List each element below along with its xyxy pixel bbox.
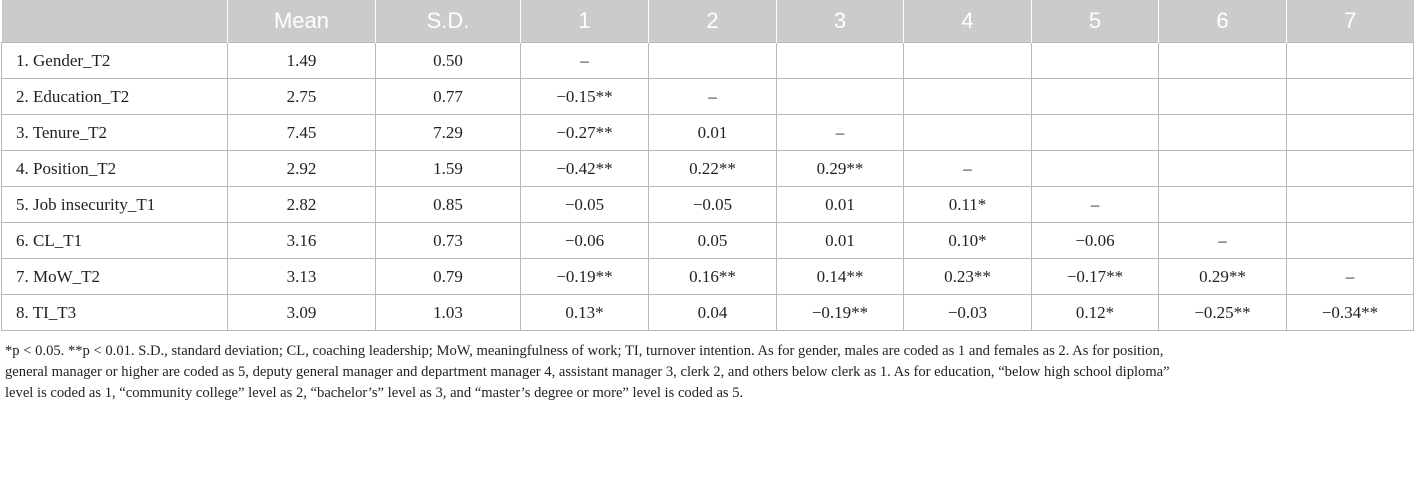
mean-cell: 2.92 [228, 151, 376, 187]
sd-cell: 1.59 [376, 151, 521, 187]
row-label: 8. TI_T3 [2, 295, 228, 331]
correlation-cell: −0.19** [521, 259, 649, 295]
header-cell-2: 2 [649, 0, 777, 43]
row-label: 5. Job insecurity_T1 [2, 187, 228, 223]
sd-cell: 0.77 [376, 79, 521, 115]
correlation-cell [1287, 79, 1414, 115]
table-row [2, 43, 1414, 79]
correlation-cell [1032, 115, 1159, 151]
table-row [2, 259, 1414, 295]
table-row [2, 79, 1414, 115]
correlation-cell: 0.13* [521, 295, 649, 331]
row-label: 7. MoW_T2 [2, 259, 228, 295]
correlation-cell [1159, 187, 1287, 223]
row-label: 1. Gender_T2 [2, 43, 228, 79]
correlation-cell [777, 79, 904, 115]
header-cell-variable [2, 0, 228, 43]
header-cell-5: 5 [1032, 0, 1159, 43]
correlation-cell: 0.04 [649, 295, 777, 331]
correlation-cell: 0.01 [777, 223, 904, 259]
correlation-cell: −0.27** [521, 115, 649, 151]
table-row [2, 295, 1414, 331]
correlation-cell: −0.42** [521, 151, 649, 187]
correlation-cell [1159, 43, 1287, 79]
row-label: 6. CL_T1 [2, 223, 228, 259]
sd-cell: 0.79 [376, 259, 521, 295]
correlation-cell [777, 43, 904, 79]
mean-cell: 2.75 [228, 79, 376, 115]
header-cell-7: 7 [1287, 0, 1414, 43]
correlation-cell [1032, 79, 1159, 115]
correlation-cell: −0.06 [521, 223, 649, 259]
correlation-cell [1287, 223, 1414, 259]
mean-cell: 3.13 [228, 259, 376, 295]
sd-cell: 0.50 [376, 43, 521, 79]
correlation-cell: −0.25** [1159, 295, 1287, 331]
correlation-table-container [1, 0, 1413, 404]
correlation-cell: – [649, 79, 777, 115]
correlation-cell: 0.14** [777, 259, 904, 295]
header-cell-4: 4 [904, 0, 1032, 43]
correlation-table [1, 0, 1414, 331]
header-row [2, 0, 1414, 43]
row-label: 2. Education_T2 [2, 79, 228, 115]
correlation-cell [1287, 115, 1414, 151]
correlation-cell: – [1032, 187, 1159, 223]
correlation-cell: −0.06 [1032, 223, 1159, 259]
sd-cell: 0.85 [376, 187, 521, 223]
mean-cell: 1.49 [228, 43, 376, 79]
correlation-cell [1032, 151, 1159, 187]
header-cell-1: 1 [521, 0, 649, 43]
correlation-cell: −0.15** [521, 79, 649, 115]
correlation-cell: 0.12* [1032, 295, 1159, 331]
correlation-cell: 0.16** [649, 259, 777, 295]
correlation-cell: −0.17** [1032, 259, 1159, 295]
correlation-cell [1159, 151, 1287, 187]
correlation-cell: – [521, 43, 649, 79]
table-row [2, 223, 1414, 259]
mean-cell: 7.45 [228, 115, 376, 151]
correlation-cell: −0.05 [521, 187, 649, 223]
table-footnote [1, 341, 1413, 404]
correlation-cell [1032, 43, 1159, 79]
correlation-cell [1287, 187, 1414, 223]
correlation-cell: 0.23** [904, 259, 1032, 295]
correlation-cell: 0.01 [649, 115, 777, 151]
correlation-cell: – [1287, 259, 1414, 295]
correlation-cell [1159, 115, 1287, 151]
footnote-line: general manager or higher are coded as 5, deputy general manager and department manager 4, assistant manager 3, clerk 2, and others below clerk as 1. As for education, “below high school diploma” [5, 364, 1170, 380]
header-cell-sd: S.D. [376, 0, 521, 43]
correlation-cell: 0.29** [777, 151, 904, 187]
correlation-cell: – [1159, 223, 1287, 259]
correlation-cell [904, 79, 1032, 115]
correlation-cell: 0.29** [1159, 259, 1287, 295]
sd-cell: 0.73 [376, 223, 521, 259]
correlation-cell [904, 43, 1032, 79]
table-row [2, 187, 1414, 223]
correlation-cell: 0.22** [649, 151, 777, 187]
mean-cell: 3.16 [228, 223, 376, 259]
correlation-cell: 0.10* [904, 223, 1032, 259]
correlation-cell: 0.11* [904, 187, 1032, 223]
correlation-cell [649, 43, 777, 79]
correlation-cell: −0.03 [904, 295, 1032, 331]
footnote-line: level is coded as 1, “community college” level as 2, “bachelor’s” level as 3, and “master’s degree or more” level is coded as 5. [5, 385, 744, 401]
header-cell-3: 3 [777, 0, 904, 43]
table-row [2, 115, 1414, 151]
correlation-cell [904, 115, 1032, 151]
correlation-cell: 0.01 [777, 187, 904, 223]
correlation-cell: −0.34** [1287, 295, 1414, 331]
correlation-cell [1287, 43, 1414, 79]
header-cell-6: 6 [1159, 0, 1287, 43]
footnote-line: *p < 0.05. **p < 0.01. S.D., standard deviation; CL, coaching leadership; MoW, meaningfulness of work; TI, turnover intention. As for gender, males are coded as 1 and females as 2. As for position, [5, 343, 1164, 359]
correlation-cell: −0.05 [649, 187, 777, 223]
correlation-cell: 0.05 [649, 223, 777, 259]
mean-cell: 3.09 [228, 295, 376, 331]
correlation-cell: – [777, 115, 904, 151]
row-label: 4. Position_T2 [2, 151, 228, 187]
header-cell-mean: Mean [228, 0, 376, 43]
sd-cell: 7.29 [376, 115, 521, 151]
correlation-cell: −0.19** [777, 295, 904, 331]
correlation-cell: – [904, 151, 1032, 187]
sd-cell: 1.03 [376, 295, 521, 331]
row-label: 3. Tenure_T2 [2, 115, 228, 151]
mean-cell: 2.82 [228, 187, 376, 223]
correlation-cell [1159, 79, 1287, 115]
table-row [2, 151, 1414, 187]
correlation-cell [1287, 151, 1414, 187]
